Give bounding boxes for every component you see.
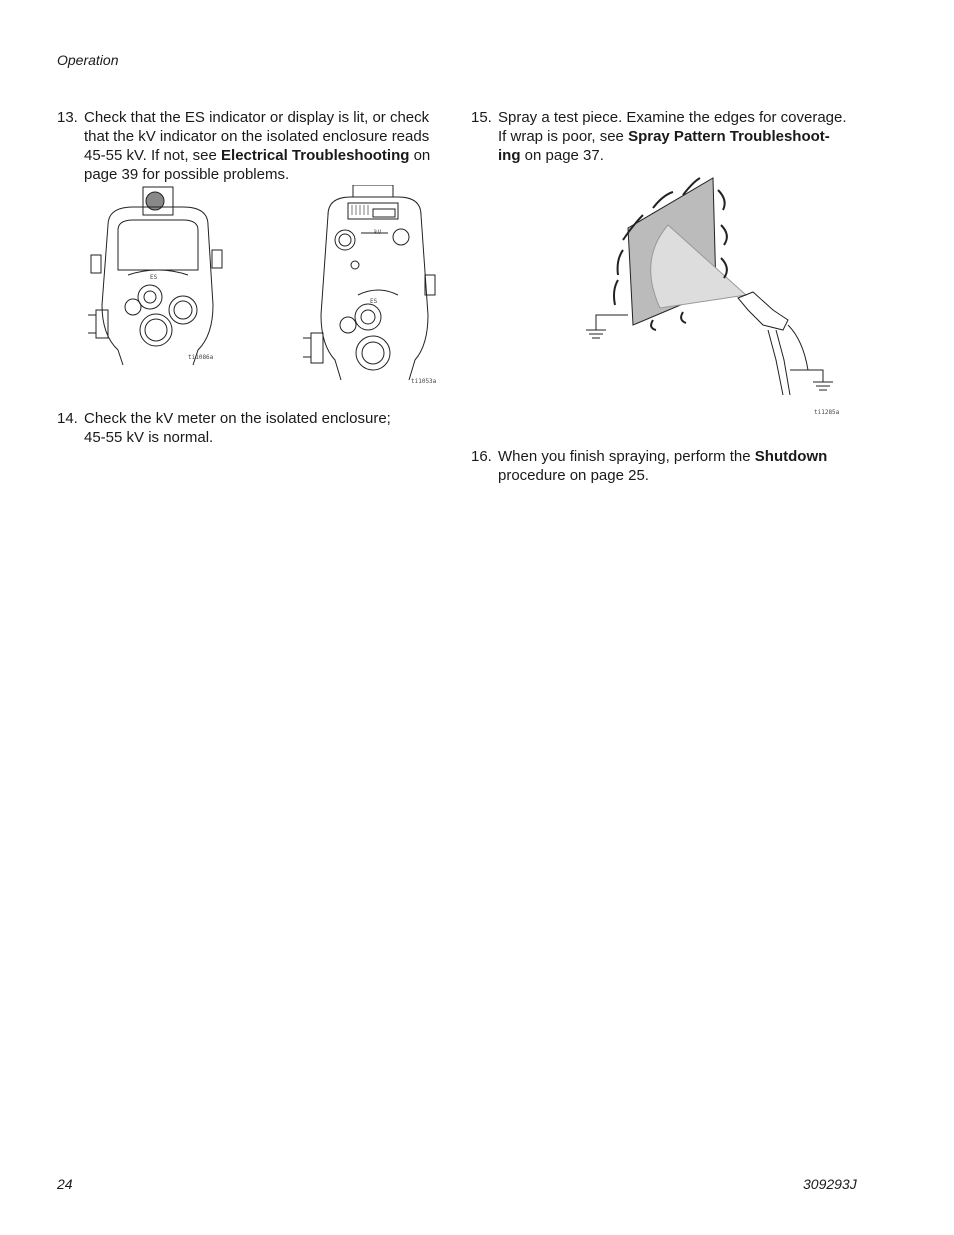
step-number: 13. [57,109,78,126]
step-text-line: ing on page 37. [498,147,604,164]
isolated-enclosure-figure-right [303,185,448,385]
step-number: 16. [471,448,492,465]
step-number: 15. [471,109,492,126]
step-text-line: 45-55 kV. If not, see Electrical Troubleshooting on [84,147,431,164]
step-number: 14. [57,410,78,427]
kv-label: kV [374,229,382,236]
cross-reference: Shutdown [754,448,828,465]
figure-code: ti1285a [814,409,840,416]
es-label: ES [370,298,378,305]
cross-reference: Spray Pattern Troubleshoot- [628,128,830,145]
es-label: ES [150,274,158,281]
step-text-line: If wrap is poor, see Spray Pattern Troubleshoot- [498,128,830,145]
step-text-line: Check the kV meter on the isolated enclosure; [84,410,391,427]
step-text-line: 45-55 kV is normal. [84,429,214,446]
step-text-line: When you finish spraying, perform the Shutdown [498,448,828,465]
spray-test-figure [578,170,848,420]
section-header: Operation [57,52,119,68]
step-text-line: that the kV indicator on the isolated enclosure reads [84,128,430,145]
step-text-line: page 39 for possible problems. [84,166,290,183]
step-text-line: procedure on page 25. [498,467,649,484]
page-number: 24 [57,1176,73,1192]
document-number: 309293J [803,1176,857,1192]
cross-reference: Electrical Troubleshooting [221,147,410,164]
step-text-line: Check that the ES indicator or display is lit, or check [84,109,430,126]
cross-reference: ing [498,147,521,164]
step-text-line: Spray a test piece. Examine the edges for coverage. [498,109,847,126]
figure-code: ti1053a [411,378,437,385]
figure-code: ti1086a [188,354,214,361]
isolated-enclosure-figure-left [88,185,228,370]
